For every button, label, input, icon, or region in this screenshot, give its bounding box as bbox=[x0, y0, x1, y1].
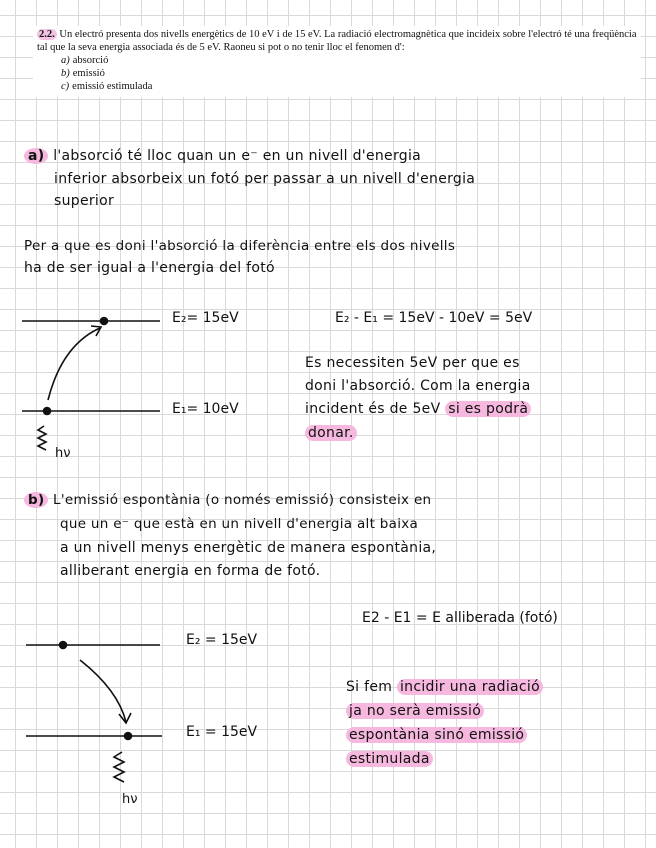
part-a-conclusion3: incident és de 5eV si es podrà bbox=[305, 399, 531, 420]
electron-dot-upper-a bbox=[101, 318, 108, 325]
part-b-letter: b) bbox=[24, 492, 48, 508]
highlight-estimulada: estimulada bbox=[346, 751, 433, 767]
electron-dot-lower-a bbox=[44, 408, 51, 415]
part-a-condition-line2: ha de ser igual a l'energia del fotó bbox=[24, 260, 275, 276]
part-a-conclusion1: Es necessiten 5eV per que es bbox=[305, 355, 520, 371]
part-b-conclusion1: Si fem incidir una radiació bbox=[346, 677, 543, 698]
highlight-incidir: incidir una radiació bbox=[397, 679, 543, 695]
part-a-line2: inferior absorbeix un fotó per passar a un nivell d'energia bbox=[54, 171, 476, 187]
photon-wave-b bbox=[114, 752, 124, 782]
part-a-letter: a) bbox=[24, 148, 48, 164]
part-b-e2-label: E₂ = 15eV bbox=[186, 632, 258, 648]
problem-text: Un electró presenta dos nivells energètics de 10 eV i de 15 eV. La radiació electromagnètica que incideix sobre l'electró té una freqüència tal que la seva energia associada és de 5 eV. Raoneu si pot o no tenir lloc el fenomen d': bbox=[37, 29, 637, 53]
absorption-arrow bbox=[48, 328, 100, 400]
part-a-conclusion2: doni l'absorció. Com la energia bbox=[305, 378, 531, 394]
electron-dot-upper-b bbox=[60, 642, 67, 649]
part-b-line1: b) L'emissió espontània (o només emissió) consisteix en bbox=[24, 490, 431, 511]
part-a-e2-label: E₂= 15eV bbox=[172, 310, 239, 326]
part-b-photon-label: hν bbox=[122, 792, 138, 807]
part-a-conclusion4 bbox=[305, 423, 357, 444]
highlight-yes: si es podrà bbox=[445, 401, 531, 417]
part-b-e1-label: E₁ = 15eV bbox=[186, 724, 258, 740]
electron-dot-lower-b bbox=[125, 733, 132, 740]
highlight-espontania: espontània sinó emissió bbox=[346, 727, 527, 743]
part-b-line4: alliberant energia en forma de fotó. bbox=[60, 563, 321, 579]
highlight-no-emissio: ja no serà emissió bbox=[346, 703, 484, 719]
problem-number: 2.2. bbox=[39, 29, 55, 40]
photon-wave-a bbox=[38, 426, 46, 450]
part-a-energy-difference: E₂ - E₁ = 15eV - 10eV = 5eV bbox=[335, 310, 533, 326]
part-a-line1: a) l'absorció té lloc quan un e⁻ en un nivell d'energia bbox=[24, 146, 421, 167]
highlight-donar: donar. bbox=[305, 425, 357, 441]
part-a-condition-line1: Per a que es doni l'absorció la diferència entre els dos nivells bbox=[24, 238, 456, 254]
part-a-photon-label: hν bbox=[55, 446, 71, 461]
part-b-conclusion3 bbox=[346, 725, 527, 746]
part-a-e1-label: E₁= 10eV bbox=[172, 401, 239, 417]
option-c: c) emissió estimulada bbox=[61, 81, 153, 92]
option-a: a) absorció bbox=[61, 55, 109, 66]
part-b-line3: a un nivell menys energètic de manera espontània, bbox=[60, 540, 437, 556]
part-b-energy-difference: E2 - E1 = E alliberada (fotó) bbox=[362, 610, 558, 626]
option-b: b) emissió bbox=[61, 68, 105, 79]
absorption-diagram bbox=[22, 318, 160, 451]
part-b-conclusion2 bbox=[346, 701, 484, 722]
part-a-line3: superior bbox=[54, 193, 115, 209]
emission-diagram bbox=[26, 642, 162, 783]
part-b-line2: que un e⁻ que està en un nivell d'energia alt baixa bbox=[60, 516, 419, 532]
emission-arrow bbox=[80, 660, 126, 722]
part-b-conclusion4 bbox=[346, 749, 433, 770]
